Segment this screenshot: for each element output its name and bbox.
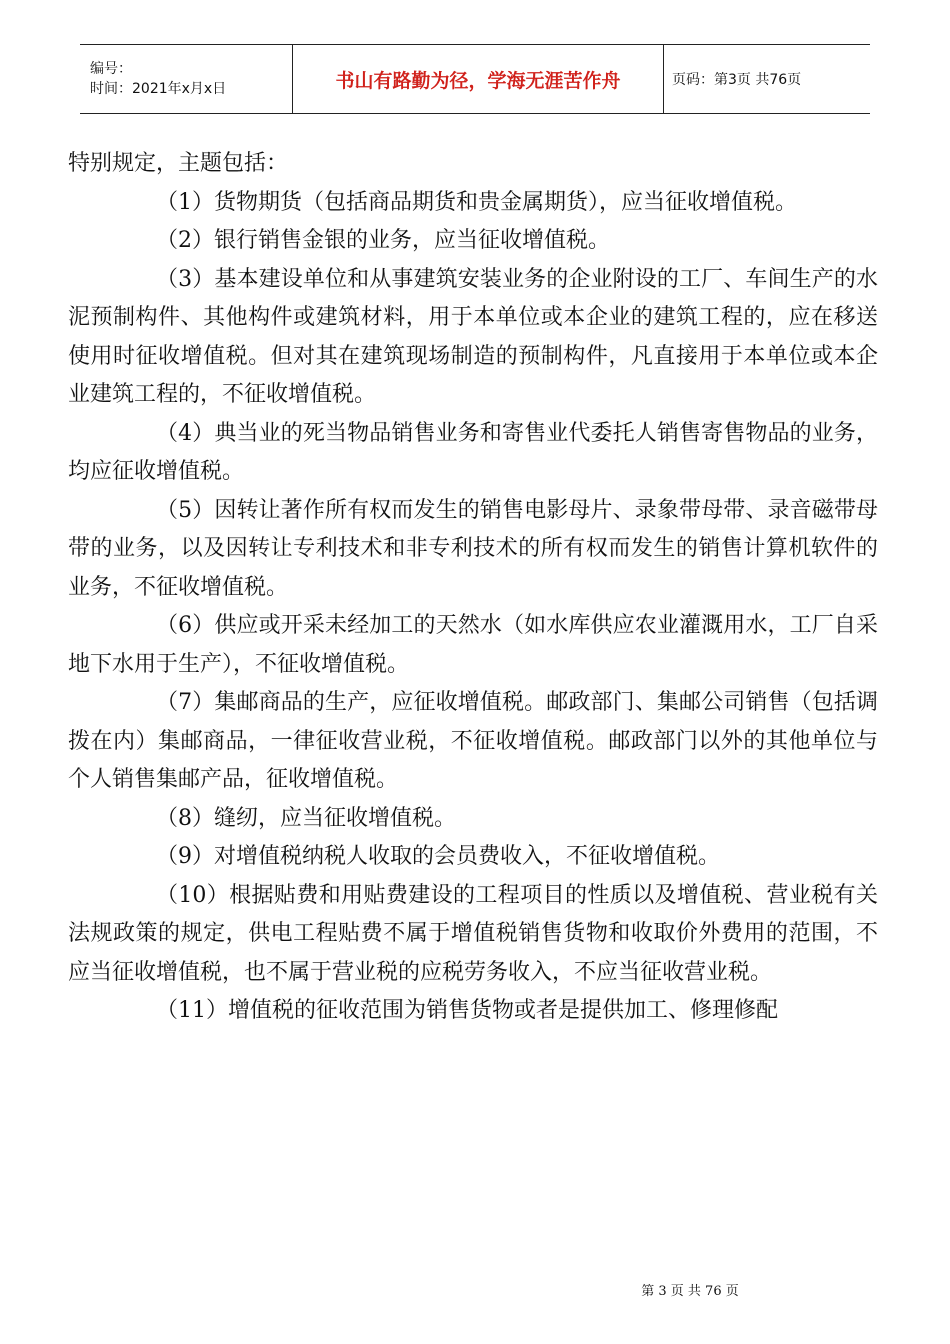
paragraph: （11）增值税的征收范围为销售货物或者是提供加工、修理修配 bbox=[156, 998, 778, 1023]
number-label: 编号： bbox=[90, 61, 132, 77]
paragraph: （9）对增值税纳税人收取的会员费收入，不征收增值税。 bbox=[156, 844, 720, 869]
paragraph: （1）货物期货（包括商品期货和贵金属期货），应当征收增值税。 bbox=[156, 189, 797, 215]
paragraph: （7）集邮商品的生产，应征收增值税。邮政部门、集邮公司销售（包括调拨在内）集邮商品，一律征收营业税，不征收增值税。邮政部门以外的其他单位与个人销售集邮产品，征收增值税。 bbox=[68, 690, 878, 792]
paragraph: 特别规定，主题包括： bbox=[68, 151, 289, 176]
page-header bbox=[80, 44, 870, 114]
paragraph: （5）因转让著作所有权而发生的销售电影母片、录象带母带、录音磁带母带的业务，以及因转让专利技术和非专利技术的所有权而发生的销售计算机软件的业务，不征收增值税。 bbox=[68, 497, 878, 600]
time-label: 时间：2021年x月x日 bbox=[90, 81, 227, 97]
paragraph: （6）供应或开采未经加工的天然水（如水库供应农业灌溉用水，工厂自采地下水用于生产），不征收增值税。 bbox=[68, 613, 878, 677]
header-motto: 书山有路勤为径，学海无涯苦作舟 bbox=[293, 45, 664, 113]
paragraph: （4）典当业的死当物品销售业务和寄售业代委托人销售寄售物品的业务，均应征收增值税。 bbox=[68, 420, 878, 484]
paragraph: （3）基本建设单位和从事建筑安装业务的企业附设的工厂、车间生产的水泥预制构件、其他构件或建筑材料，用于本单位或本企业的建筑工程的，应在移送使用时征收增值税。但对其在建筑现场制造的预制构件，凡直接用于本单位或本企业建筑工程的，不征收增值税。 bbox=[68, 266, 878, 407]
header-meta bbox=[80, 45, 293, 113]
header-page-info: 页码：第3页 共76页 bbox=[672, 72, 802, 88]
paragraph: （10）根据贴费和用贴费建设的工程项目的性质以及增值税、营业税有关法规政策的规定，供电工程贴费不属于增值税销售货物和收取价外费用的范围，不应当征收增值税，也不属于营业税的应税劳务收入，不应当征收营业税。 bbox=[68, 882, 878, 985]
document-body bbox=[68, 145, 878, 1031]
paragraph: （2）银行销售金银的业务，应当征收增值税。 bbox=[156, 228, 610, 253]
page-footer: 第 3 页 共 76 页 bbox=[641, 1284, 739, 1299]
paragraph: （8）缝纫，应当征收增值税。 bbox=[156, 805, 456, 831]
